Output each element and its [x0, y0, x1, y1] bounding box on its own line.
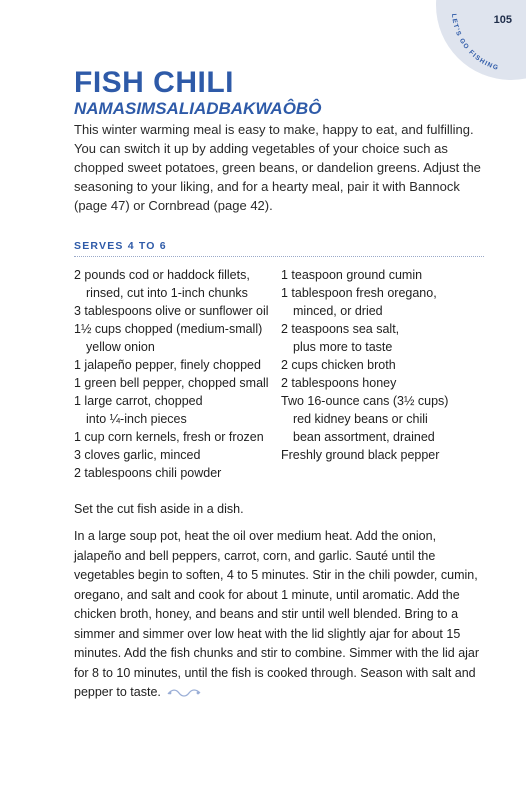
ingredient-line: Freshly ground black pepper — [281, 448, 440, 462]
ingredient-line: bean assortment, drained — [293, 430, 435, 444]
recipe-subtitle: NAMASIMSALIADBAKWAÔBÔ — [74, 99, 322, 118]
ingredient-line: 2 tablespoons honey — [281, 376, 397, 390]
direction-step: Set the cut fish aside in a dish. — [74, 502, 244, 516]
serves-divider — [74, 256, 484, 257]
ingredient-line: yellow onion — [86, 340, 155, 354]
wave-ornament-icon — [167, 688, 201, 698]
ingredient-line: plus more to taste — [293, 340, 393, 354]
chapter-title: LET'S GO FISHING — [449, 13, 500, 73]
ingredient-line: 1 tablespoon fresh oregano, — [281, 286, 437, 300]
recipe-title: FISH CHILI — [74, 66, 234, 99]
ingredient-line: 1 large carrot, chopped — [74, 394, 203, 408]
ingredient-line: 1 teaspoon ground cumin — [281, 268, 423, 282]
ingredient-line: 1 green bell pepper, chopped small — [74, 376, 269, 390]
ingredients-right-column — [281, 266, 486, 464]
ingredient-line: 2 cups chicken broth — [281, 358, 396, 372]
ingredient-line: 1 cup corn kernels, fresh or frozen — [74, 430, 264, 444]
page-number: 105 — [493, 14, 512, 26]
ingredient-line: 2 pounds cod or haddock fillets, — [74, 268, 250, 282]
ingredient-line: 2 tablespoons chili powder — [74, 466, 222, 480]
ingredient-line: 3 cloves garlic, minced — [74, 448, 201, 462]
serves-label: SERVES 4 TO 6 — [74, 240, 167, 252]
ingredient-line: 1½ cups chopped (medium-small) — [74, 322, 263, 336]
ingredient-line: minced, or dried — [293, 304, 383, 318]
ingredient-line: into ¼-inch pieces — [86, 412, 187, 426]
ingredient-line: rinsed, cut into 1-inch chunks — [86, 286, 248, 300]
ingredient-line: 2 teaspoons sea salt, — [281, 322, 400, 336]
recipe-intro: This winter warming meal is easy to make, happy to eat, and fulfilling. You can switch it up by adding vegetables of your choice such as chopped sweet potatoes, green beans, or dandelion greens. Adjust the seasoning to your liking, and for a hearty meal, pair it with Bannock (page 47) or Cornbread (page 42). — [74, 122, 481, 213]
ingredient-line: red kidney beans or chili — [293, 412, 428, 426]
ingredients-left-column — [74, 266, 274, 482]
chapter-title-arc — [448, 10, 518, 80]
ingredient-line: Two 16-ounce cans (3½ cups) — [281, 394, 449, 408]
ingredient-line: 1 jalapeño pepper, finely chopped — [74, 358, 261, 372]
direction-step — [74, 527, 484, 703]
direction-step-text: In a large soup pot, heat the oil over medium heat. Add the onion, jalapeño and bell peppers, carrot, corn, and garlic. Sauté until the vegetables begin to soften, 4 to 5 minutes. Stir in the chili powder, cumin, oregano, and salt and cook for about 1 minute, until aromatic. Add the chicken broth, honey, and beans and stir until well blended. Bring to a simmer and simmer over low heat with the lid slightly ajar for about 15 minutes. Add the fish chunks and stir to combine. Simmer with the lid ajar for 8 to 10 minutes, until the fish is cooked through. Season with salt and pepper to taste. — [74, 529, 480, 699]
svg-text:LET'S GO FISHING — [450, 13, 500, 72]
ingredient-line: 3 tablespoons olive or sunflower oil — [74, 304, 269, 318]
